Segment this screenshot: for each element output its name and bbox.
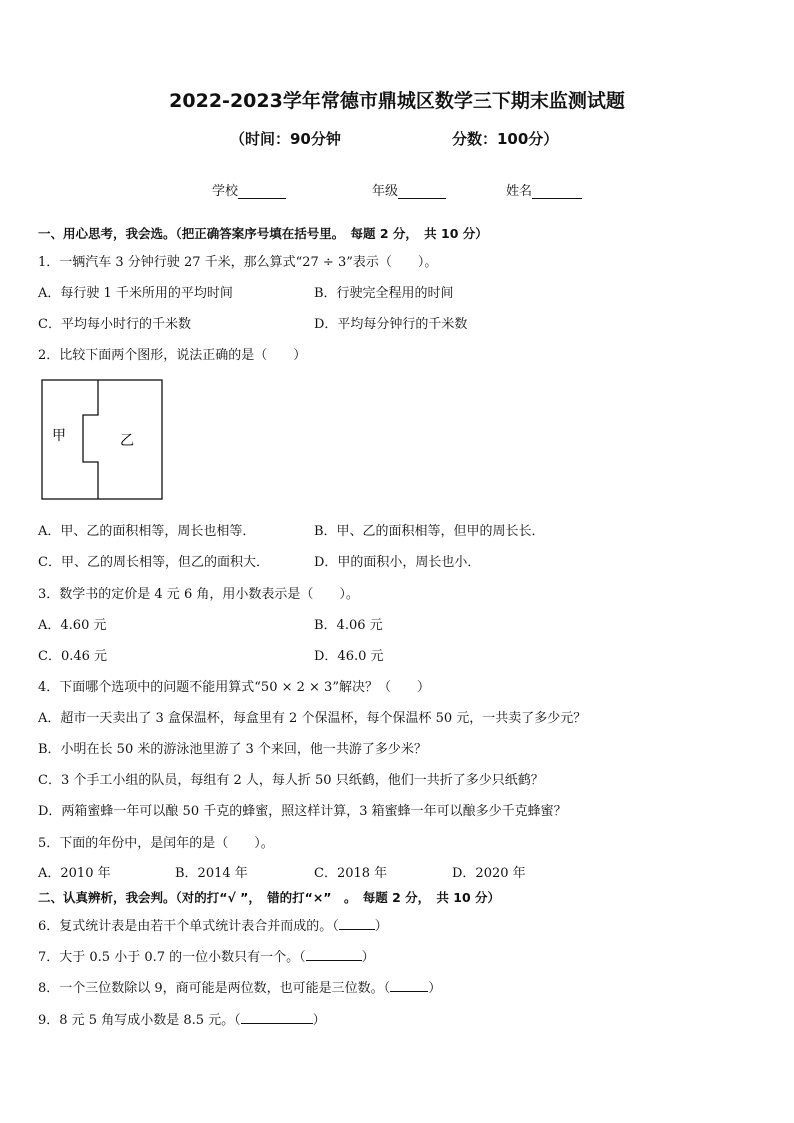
section-2-heading: 二、认真辨析，我会判。（对的打“√ ”， 错的打“×” 。 每题 2 分， 共 10 分） bbox=[38, 890, 501, 905]
q2-option-a[interactable]: A．甲、乙的面积相等，周长也相等． bbox=[38, 524, 256, 539]
question-3: 3．数学书的定价是 4 元 6 角，用小数表示是（ ）。 bbox=[38, 587, 359, 602]
shape-comparison-figure bbox=[40, 378, 166, 502]
q7-answer-blank[interactable] bbox=[306, 948, 362, 961]
question-7 bbox=[38, 946, 375, 965]
q4-option-a[interactable]: A．超市一天卖出了 3 盒保温杯，每盒里有 2 个保温杯，每个保温杯 50 元，一共卖了多少元？ bbox=[38, 711, 587, 726]
question-8 bbox=[38, 977, 441, 996]
label-jia: 甲 bbox=[52, 428, 66, 444]
question-6 bbox=[38, 915, 388, 934]
q7-end: ） bbox=[361, 950, 375, 965]
q1-option-d[interactable]: D．平均每分钟行的千米数 bbox=[314, 317, 468, 332]
q5-option-b[interactable]: B．2014 年 bbox=[175, 866, 248, 881]
grade-field[interactable] bbox=[372, 180, 446, 199]
q9-end: ） bbox=[312, 1013, 326, 1028]
grade-blank[interactable] bbox=[398, 185, 446, 199]
q1-option-b[interactable]: B．行驶完全程用的时间 bbox=[314, 286, 454, 301]
school-label: 学校 bbox=[212, 184, 239, 199]
name-field[interactable] bbox=[506, 180, 582, 199]
q9-answer-blank[interactable] bbox=[241, 1011, 313, 1024]
name-blank[interactable] bbox=[532, 185, 582, 199]
q5-option-d[interactable]: D．2020 年 bbox=[452, 866, 526, 881]
school-field[interactable] bbox=[212, 180, 286, 199]
question-2: 2．比较下面两个图形，说法正确的是（ ） bbox=[38, 348, 307, 363]
q6-text: 6．复式统计表是由若干个单式统计表合并而成的。（ bbox=[38, 919, 339, 934]
q3-option-c[interactable]: C．0.46 元 bbox=[38, 649, 108, 664]
q3-option-a[interactable]: A．4.60 元 bbox=[38, 618, 107, 633]
q3-option-d[interactable]: D．46.0 元 bbox=[314, 649, 384, 664]
q5-option-c[interactable]: C．2018 年 bbox=[314, 866, 388, 881]
q8-text: 8．一个三位数除以 9，商可能是两位数，也可能是三位数。（ bbox=[38, 981, 391, 996]
dividing-line bbox=[83, 380, 98, 499]
exam-score: 分数：100分） bbox=[452, 130, 559, 148]
question-9 bbox=[38, 1009, 326, 1028]
q2-option-c[interactable]: C．甲、乙的周长相等，但乙的面积大． bbox=[38, 555, 269, 570]
q5-option-a[interactable]: A．2010 年 bbox=[38, 866, 111, 881]
q2-option-b[interactable]: B．甲、乙的面积相等，但甲的周长长． bbox=[314, 524, 545, 539]
q2-option-d[interactable]: D．甲的面积小，周长也小． bbox=[314, 555, 481, 570]
q7-text: 7．大于 0.5 小于 0.7 的一位小数只有一个。（ bbox=[38, 950, 306, 965]
section-1-heading: 一、用心思考，我会选。（把正确答案序号填在括号里。 每题 2 分， 共 10 分） bbox=[38, 226, 488, 241]
q8-end: ） bbox=[428, 981, 442, 996]
question-5: 5．下面的年份中，是闰年的是（ ）。 bbox=[38, 836, 274, 851]
q8-answer-blank[interactable] bbox=[390, 979, 428, 992]
q1-option-c[interactable]: C．平均每小时行的千米数 bbox=[38, 317, 191, 332]
q6-answer-blank[interactable] bbox=[339, 917, 375, 930]
page-title: 2022-2023学年常德市鼎城区数学三下期末监测试题 bbox=[169, 90, 625, 112]
q4-option-b[interactable]: B．小明在长 50 米的游泳池里游了 3 个来回，他一共游了多少米？ bbox=[38, 742, 427, 757]
label-yi: 乙 bbox=[120, 433, 134, 449]
exam-time: （时间：90分钟 bbox=[230, 130, 341, 148]
q9-text: 9．8 元 5 角写成小数是 8.5 元。（ bbox=[38, 1013, 241, 1028]
school-blank[interactable] bbox=[238, 185, 286, 199]
q4-option-d[interactable]: D．两箱蜜蜂一年可以酿 50 千克的蜂蜜，照这样计算，3 箱蜜蜂一年可以酿多少千克蜂蜜？ bbox=[38, 804, 567, 819]
q3-option-b[interactable]: B．4.06 元 bbox=[314, 618, 383, 633]
question-1: 1．一辆汽车 3 分钟行驶 27 千米，那么算式“27 ÷ 3”表示（ ）。 bbox=[38, 255, 438, 270]
grade-label: 年级 bbox=[372, 184, 399, 199]
question-4: 4．下面哪个选项中的问题不能用算式“50 × 2 × 3”解决？（ ） bbox=[38, 680, 430, 695]
q1-option-a[interactable]: A．每行驶 1 千米所用的平均时间 bbox=[38, 286, 233, 301]
name-label: 姓名 bbox=[506, 184, 533, 199]
q6-end: ） bbox=[374, 919, 388, 934]
q4-option-c[interactable]: C．3 个手工小组的队员，每组有 2 人，每人折 50 只纸鹤，他们一共折了多少只纸鹤？ bbox=[38, 773, 544, 788]
